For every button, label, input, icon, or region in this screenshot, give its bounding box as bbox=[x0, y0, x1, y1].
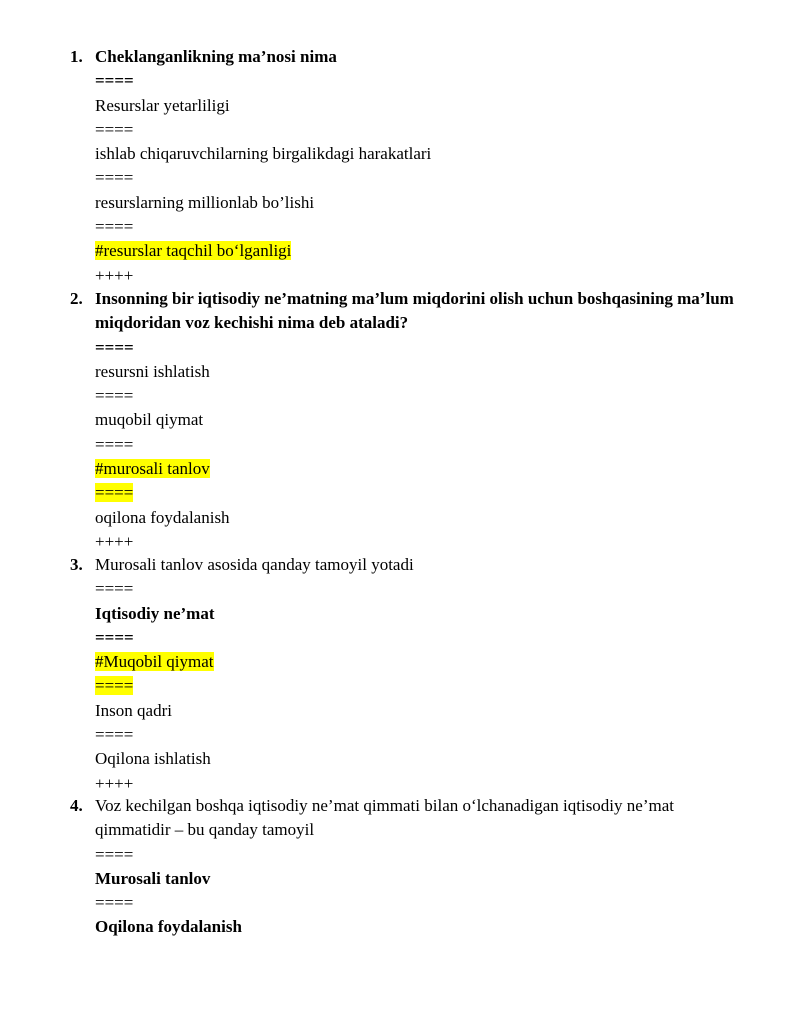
line-text: Inson qadri bbox=[95, 700, 172, 720]
answer-line bbox=[95, 506, 750, 530]
line-text: resurslarning millionlab bo’lishi bbox=[95, 192, 315, 212]
line-text: ==== bbox=[95, 386, 134, 406]
line-text: ==== bbox=[95, 893, 134, 913]
answer-line bbox=[95, 891, 750, 915]
answer-line bbox=[95, 360, 750, 384]
answer-line bbox=[95, 772, 750, 796]
question-text bbox=[95, 794, 750, 843]
answer-line bbox=[95, 723, 750, 747]
line-text: ++++ bbox=[95, 265, 134, 285]
question-body bbox=[95, 287, 750, 554]
line-text: ==== bbox=[95, 725, 134, 745]
answer-line bbox=[95, 626, 750, 650]
question-body bbox=[95, 794, 750, 940]
line-text: Cheklanganlikning ma’nosi nima bbox=[95, 47, 337, 66]
question-item bbox=[70, 553, 750, 796]
line-text: ++++ bbox=[95, 531, 134, 551]
line-text: ==== bbox=[95, 434, 134, 454]
question-body bbox=[95, 45, 750, 288]
answer-line bbox=[95, 142, 750, 166]
answer-line bbox=[95, 674, 750, 698]
line-text: ==== bbox=[95, 168, 134, 188]
line-text: Insonning bir iqtisodiy ne’matning ma’lum miqdorini olish uchun boshqasining ma’lum miqdoridan voz kechishi nima deb ataladi? bbox=[95, 289, 734, 333]
question-body bbox=[95, 553, 750, 796]
question-number: 2. bbox=[70, 289, 83, 308]
answer-line bbox=[95, 336, 750, 360]
line-text: Murosali tanlov asosida qanday tamoyil yotadi bbox=[95, 555, 414, 574]
question-number: 3. bbox=[70, 555, 83, 574]
line-text: ==== bbox=[95, 579, 134, 599]
answer-line bbox=[95, 457, 750, 481]
answer-line bbox=[95, 699, 750, 723]
line-text: oqilona foydalanish bbox=[95, 507, 230, 527]
answer-line bbox=[95, 867, 750, 891]
answer-line bbox=[95, 747, 750, 771]
line-text: ==== bbox=[95, 337, 134, 357]
line-text: Murosali tanlov bbox=[95, 868, 211, 888]
line-text: ==== bbox=[95, 844, 134, 864]
line-text: ==== bbox=[95, 627, 134, 647]
answer-line bbox=[95, 530, 750, 554]
line-text: resursni ishlatish bbox=[95, 361, 210, 381]
answer-line bbox=[95, 69, 750, 93]
line-text: ==== bbox=[95, 217, 134, 237]
line-text: Iqtisodiy ne’mat bbox=[95, 603, 215, 623]
answer-line bbox=[95, 384, 750, 408]
answer-line bbox=[95, 94, 750, 118]
answer-line bbox=[95, 239, 750, 263]
answer-line bbox=[95, 650, 750, 674]
question-text bbox=[95, 553, 750, 577]
highlighted-answer-text: #resurslar taqchil bo‘lganligi bbox=[95, 241, 292, 261]
answer-line bbox=[95, 602, 750, 626]
answer-line bbox=[95, 191, 750, 215]
answer-line bbox=[95, 843, 750, 867]
question-number: 1. bbox=[70, 47, 83, 66]
question-item bbox=[70, 287, 750, 554]
line-text: Oqilona ishlatish bbox=[95, 749, 211, 769]
question-item bbox=[70, 794, 750, 940]
answer-line bbox=[95, 166, 750, 190]
answer-line bbox=[95, 915, 750, 939]
question-number: 4. bbox=[70, 796, 83, 815]
answer-line bbox=[95, 118, 750, 142]
line-text: Oqilona foydalanish bbox=[95, 917, 242, 937]
line-text: ishlab chiqaruvchilarning birgalikdagi harakatlari bbox=[95, 144, 432, 164]
line-text: ==== bbox=[95, 71, 134, 91]
answer-line bbox=[95, 215, 750, 239]
line-text: Voz kechilgan boshqa iqtisodiy ne’mat qimmati bilan o‘lchanadigan iqtisodiy ne’mat qimmatidir – bu qanday tamoyil bbox=[95, 796, 674, 840]
highlighted-answer-text: #murosali tanlov bbox=[95, 459, 210, 479]
question-text bbox=[95, 287, 750, 336]
highlighted-answer-text: ==== bbox=[95, 483, 134, 503]
answer-line bbox=[95, 577, 750, 601]
line-text: ==== bbox=[95, 119, 134, 139]
line-text: ++++ bbox=[95, 773, 134, 793]
answer-line bbox=[95, 264, 750, 288]
line-text: Resurslar yetarliligi bbox=[95, 95, 230, 115]
highlighted-answer-text: #Muqobil qiymat bbox=[95, 652, 214, 672]
answer-line bbox=[95, 408, 750, 432]
answer-line bbox=[95, 481, 750, 505]
answer-line bbox=[95, 433, 750, 457]
question-item bbox=[70, 45, 750, 288]
highlighted-answer-text: ==== bbox=[95, 676, 134, 696]
question-text bbox=[95, 45, 750, 69]
line-text: muqobil qiymat bbox=[95, 410, 204, 430]
